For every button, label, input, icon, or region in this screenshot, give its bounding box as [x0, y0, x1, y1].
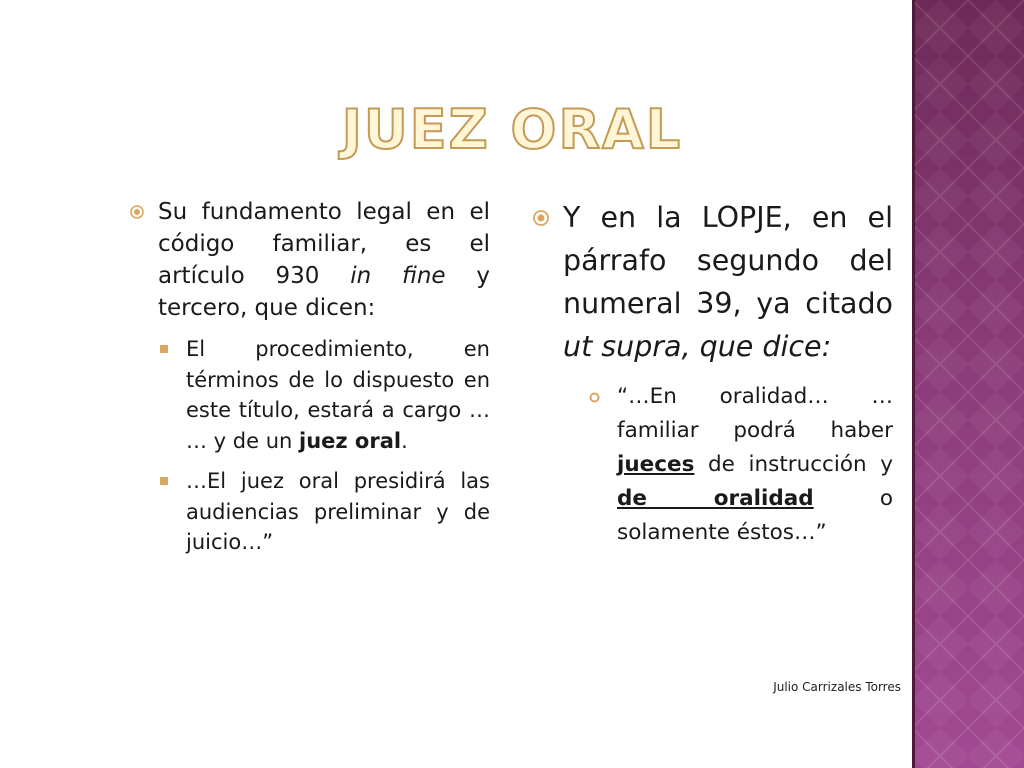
right-main-text-2: , que dice:: [681, 330, 832, 363]
left-sub-bullet-2: [130, 466, 490, 558]
right-sub-text-2: de instrucción y: [694, 452, 893, 477]
left-main-text-1: Su fundamento legal en el código familiar, es el artículo 930: [158, 199, 490, 289]
right-sub-underlined-2: de oralidad: [617, 486, 814, 511]
right-column: [533, 196, 893, 550]
left-sub2-text: …El juez oral presidirá las audiencias preliminar y de juicio…”: [186, 469, 490, 554]
left-sub1-text-2: .: [401, 428, 408, 453]
left-sub1-text-1: El procedimiento, en términos de lo dispuesto en este título, estará a cargo … … y de un: [186, 337, 490, 453]
right-sub-bullet: [533, 380, 893, 550]
left-sub-bullet-1: [130, 334, 490, 456]
author-credit: Julio Carrizales Torres: [773, 680, 901, 694]
right-main-text-italic: ut supra: [563, 330, 682, 363]
right-sub-text-3: o solamente éstos…”: [617, 486, 893, 545]
ring-bullet-icon: [589, 392, 600, 403]
right-main-text-1: Y en la LOPJE, en el párrafo segundo del numeral 39, ya citado: [563, 201, 893, 320]
left-main-text-italic: in fine: [350, 263, 446, 289]
left-main-text-2: y tercero, que dicen:: [158, 263, 490, 321]
circle-dot-icon: [533, 210, 549, 226]
circle-dot-icon: [130, 205, 144, 219]
square-bullet-icon: [160, 345, 168, 353]
left-column: [130, 196, 490, 558]
right-sub-underlined-1: jueces: [617, 452, 695, 477]
right-sub-text-1: “…En oralidad… …familiar podrá haber: [617, 384, 893, 443]
left-bullet-main: [130, 196, 490, 324]
square-bullet-icon: [160, 477, 168, 485]
left-sub1-bold: juez oral: [299, 428, 402, 453]
right-bullet-main: [533, 196, 893, 368]
slide-title: JUEZ ORAL: [341, 98, 683, 161]
